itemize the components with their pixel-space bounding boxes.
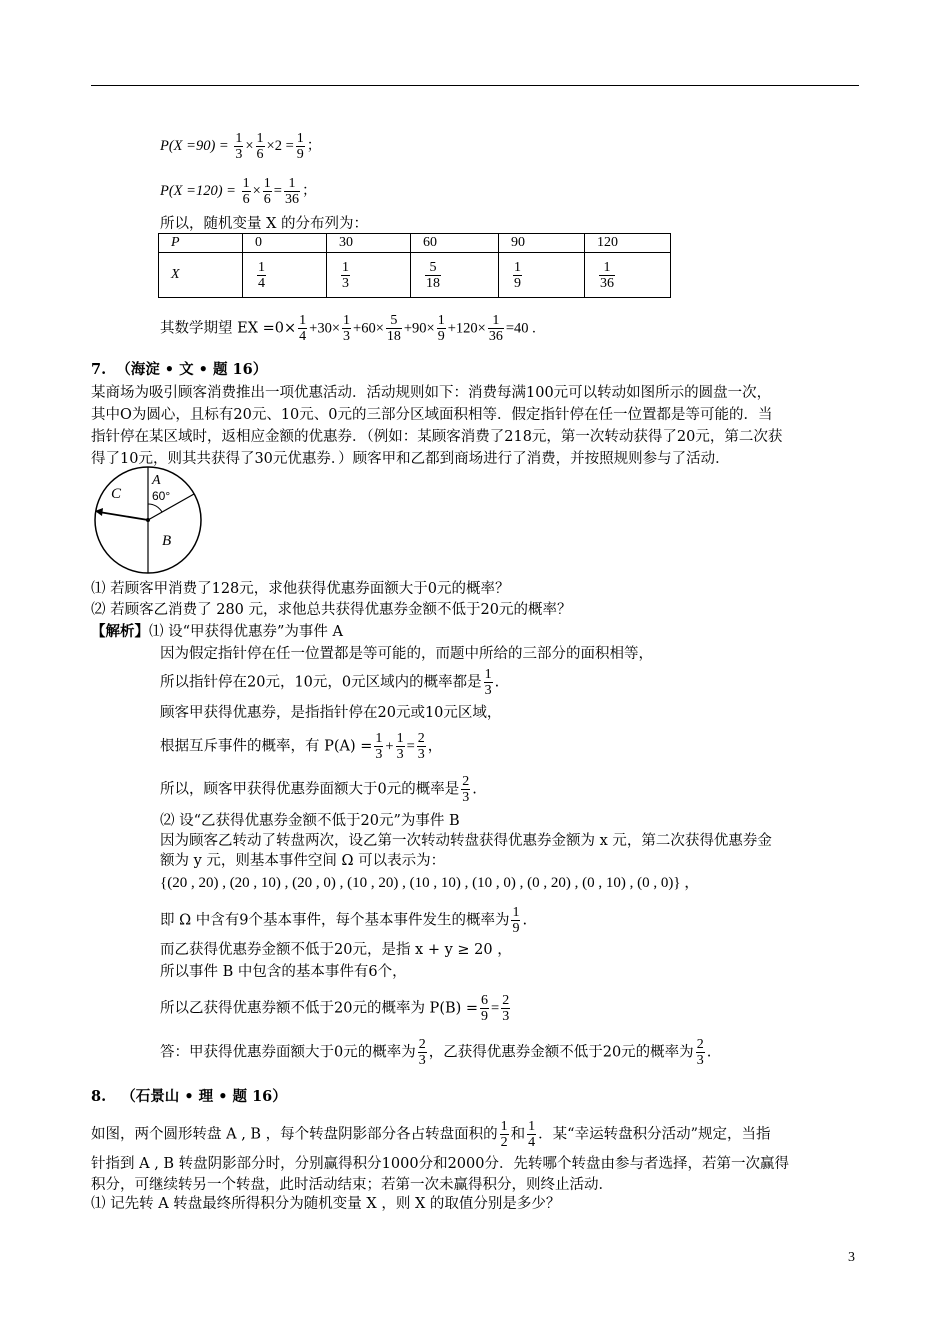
solution-line: 所以乙获得优惠券额不低于20元的概率为 P(B) = $\frac{6}{9}$ = $\frac{2}{3}$ <box>160 993 510 1024</box>
eq-lhs: 其数学期望 EX =0× <box>160 320 297 337</box>
pointer-arrow <box>99 512 148 520</box>
fraction: $\frac{1}{36}$ <box>284 176 299 207</box>
solution-line: 所以，顾客甲获得优惠券面额大于0元的概率是 $\frac{2}{3}$ . <box>160 774 477 805</box>
solution-line: 顾客甲获得优惠券，是指指针停在20元或10元区域， <box>160 705 502 721</box>
q8-line1: 如图，两个圆形转盘 A , B ，每个转盘阴影部分各占转盘面积的 $\frac{1}{2}$ 和 $\frac{1}{4}$ ．某“幸运转盘积分活动”规定，当指 <box>91 1119 771 1150</box>
distribution-table <box>158 233 671 298</box>
solution-line: 因为顾客乙转动了转盘两次，设乙第一次转动转盘获得优惠券金额为 x 元，第二次获得优惠券金 <box>160 833 772 849</box>
solution-line: ⑵ 设“乙获得优惠券金额不低于20元”为事件 B <box>160 813 460 829</box>
solution-line: 所以事件 B 中包含的基本事件有6个， <box>160 964 407 980</box>
q8-heading: 8. （石景山 • 理 • 题 16） <box>91 1088 287 1105</box>
solution-line: 因为假定指针停在任一位置都是等可能的，而题中所给的三部分的面积相等， <box>160 646 653 662</box>
op: ×2 = <box>266 137 294 154</box>
op: × <box>245 137 254 154</box>
table-cell: 90 <box>499 234 585 253</box>
solution-label: 【解析】 <box>91 623 149 640</box>
fraction: $\frac{1}{6}$ <box>263 176 271 207</box>
solution-line: 额为 y 元，则基本事件空间 Ω 可以表示为： <box>160 853 446 869</box>
spinner-wheel-diagram <box>90 466 206 574</box>
punct: ； <box>301 182 317 199</box>
solution-part1-head: ⑴ 设“甲获得优惠券”为事件 A <box>149 624 344 640</box>
fraction: $\frac{1}{9}$ <box>296 131 304 162</box>
solution-line: 根据互斥事件的概率，有 P(A) = $\frac{1}{3}$ + $\frac{1}{3}$ = $\frac{2}{3}$ ， <box>160 731 443 762</box>
q8-line2: 针指到 A , B 转盘阴影部分时，分别赢得积分1000分和2000分．先转哪个转盘由参与者选择，若第一次赢得 <box>91 1156 789 1172</box>
sample-space-set: {(20 , 20) , (20 , 10) , (20 , 0) , (10 , 20) , (10 , 10) , (10 , 0) , (0 , 20) , (0 , 10) , (0 , 0)} ， <box>160 875 700 891</box>
label-a: A <box>152 473 161 488</box>
page-number: 3 <box>848 1250 855 1265</box>
solution-line: 所以指针停在20元，10元，0元区域内的概率都是 $\frac{1}{3}$ . <box>160 667 500 698</box>
table-cell: $\frac{1}{3}$ <box>327 253 411 298</box>
q7-heading: 7. （海淀 • 文 • 题 16） <box>91 361 268 378</box>
label-angle: 60° <box>152 489 171 503</box>
solution-line: 即 Ω 中含有9个基本事件，每个基本事件发生的概率为 $\frac{1}{9}$ . <box>160 905 528 936</box>
fraction: $\frac{1}{6}$ <box>256 131 264 162</box>
table-cell: $\frac{1}{9}$ <box>499 253 585 298</box>
label-b: B <box>162 533 172 549</box>
q7-solution-head <box>91 623 343 641</box>
eq-lhs: P(X =120) = <box>160 182 236 199</box>
table-row <box>159 253 671 298</box>
q7-stem-1: 某商场为吸引顾客消费推出一项优惠活动．活动规则如下：消费每满100元可以转动如图所示的圆盘一次， <box>91 385 772 401</box>
op: = <box>273 182 282 199</box>
table-cell: $\frac{1}{36}$ <box>585 253 671 298</box>
wheel-center <box>146 518 150 522</box>
punct: ； <box>306 137 322 154</box>
eq-lhs: P(X =90) = <box>160 137 229 154</box>
header-rule <box>91 85 859 86</box>
q7-stem-3: 指针停在某区域时，返相应金额的优惠券．（例如：某顾客消费了218元，第一次转动获得了20元，第二次获 <box>91 429 783 445</box>
q8-line3: 积分，可继续转另一个转盘，此时活动结束；若第一次未赢得积分，则终止活动． <box>91 1177 613 1193</box>
fraction: $\frac{1}{3}$ <box>235 131 243 162</box>
table-cell: P <box>159 234 243 253</box>
q7-stem-2: 其中O为圆心，且标有20元、10元、0元的三部分区域面积相等．假定指针停在任一位置都是等可能的．当 <box>91 407 773 423</box>
table-cell: 30 <box>327 234 411 253</box>
label-c: C <box>111 486 122 502</box>
eq-p90 <box>160 131 321 162</box>
angle-arc <box>148 504 162 512</box>
solution-answer: 答：甲获得优惠券面额大于0元的概率为 $\frac{2}{3}$ ，乙获得优惠券金额不低于20元的概率为 $\frac{2}{3}$ . <box>160 1037 712 1068</box>
q7-stem-4: 得了10元，则其共获得了30元优惠券．）顾客甲和乙都到商场进行了消费，并按照规则参与了活动． <box>91 451 730 467</box>
eq-p120 <box>160 176 316 207</box>
q7-sub1: ⑴ 若顾客甲消费了128元，求他获得优惠券面额大于0元的概率？ <box>91 581 510 597</box>
table-cell: X <box>159 253 243 298</box>
table-cell: $\frac{1}{4}$ <box>243 253 327 298</box>
op: × <box>252 182 261 199</box>
table-cell: 60 <box>411 234 499 253</box>
expectation-eq: 其数学期望 EX =0× $\frac{1}{4}$ +30× $\frac{1}{3}$ +60× $\frac{5}{18}$ +90× $\frac{1}{9}$ +120× $\frac{1}{36}$ =40 . <box>160 313 536 344</box>
table-row <box>159 234 671 253</box>
table-cell: $\frac{5}{18}$ <box>411 253 499 298</box>
table-cell: 0 <box>243 234 327 253</box>
fraction: $\frac{1}{6}$ <box>242 176 250 207</box>
solution-line: 而乙获得优惠券金额不低于20元，是指 x + y ≥ 20 ， <box>160 942 512 958</box>
q7-sub2: ⑵ 若顾客乙消费了 280 元，求他总共获得优惠券金额不低于20元的概率？ <box>91 602 572 618</box>
q8-line4: ⑴ 记先转 A 转盘最终所得积分为随机变量 X ，则 X 的取值分别是多少？ <box>91 1196 561 1212</box>
dist-intro: 所以，随机变量 X 的分布列为： <box>160 216 369 232</box>
table-cell: 120 <box>585 234 671 253</box>
